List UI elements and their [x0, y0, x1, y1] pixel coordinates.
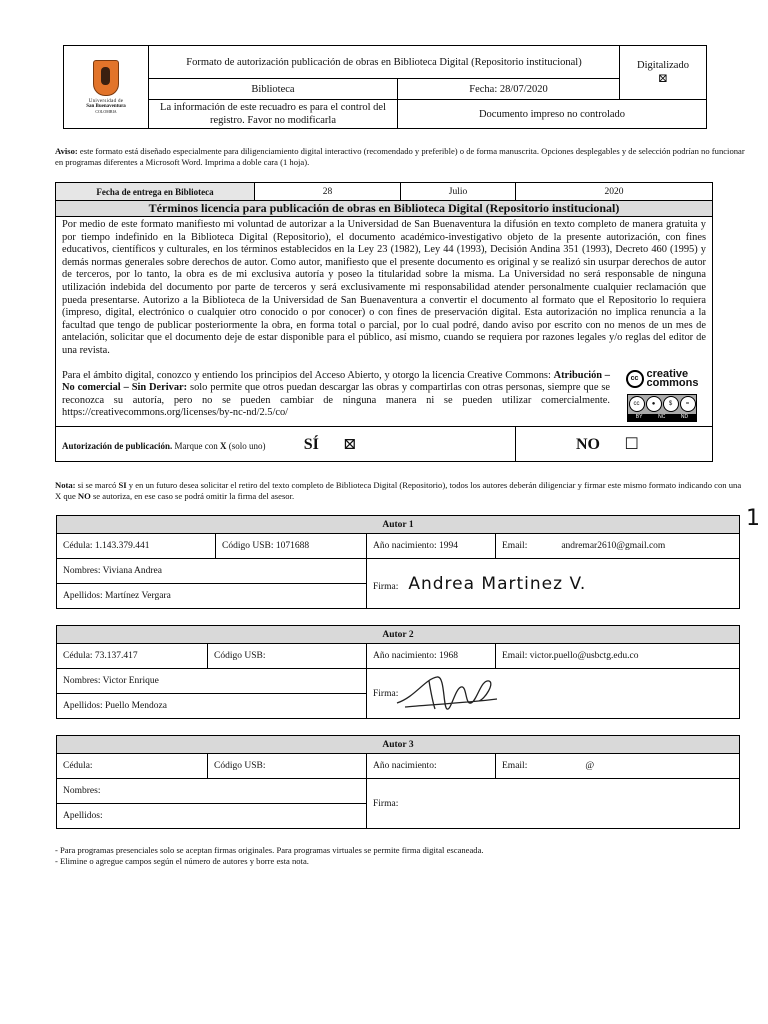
nota-si: SI: [118, 480, 127, 490]
autor-1-firma[interactable]: [367, 559, 740, 609]
fecha-label: Fecha: 28/07/2020: [398, 79, 620, 100]
digitalizado-cell: [620, 46, 707, 100]
autor-3-firma[interactable]: [367, 779, 740, 829]
nc-icon: $: [663, 396, 679, 412]
autor-2-email-label: Email:: [502, 651, 528, 661]
digitalizado-checkbox[interactable]: ⊠: [657, 70, 669, 85]
autor-2-table: [56, 625, 740, 719]
cc-word1: creative: [646, 367, 689, 380]
autor-2-codigo[interactable]: Código USB:: [208, 644, 367, 669]
fecha-entrega-month[interactable]: Julio: [401, 183, 516, 201]
autor-3-codigo[interactable]: Código USB:: [208, 754, 367, 779]
cc-logos: [618, 367, 706, 422]
logo-line3: COLOMBIA: [95, 109, 117, 114]
fecha-entrega-year[interactable]: 2020: [516, 183, 713, 201]
autor-2-apellidos[interactable]: Apellidos: Puello Mendoza: [57, 694, 367, 719]
autorizacion-x: X: [220, 440, 227, 451]
autor-2-firma-label: Firma:: [373, 688, 399, 699]
autor-2-email[interactable]: [496, 644, 740, 669]
aviso-text: este formato está diseñado especialmente para diligenciamiento digital interactivo (recomendado y preferible) o de forma manuscrita. Opciones desplegables y de selección podrían no funcionar en programas diferentes a Microsoft Word. Imprima a doble cara (1 hoja).: [55, 146, 745, 167]
by-label: BY: [635, 413, 643, 420]
autor-1-email[interactable]: [496, 534, 740, 559]
nota-label: Nota:: [55, 480, 76, 490]
autor-1-nombres[interactable]: Nombres: Viviana Andrea: [57, 559, 367, 584]
autorizacion-end: (solo uno): [226, 440, 266, 451]
aviso-note: [55, 146, 745, 168]
autor-2-firma[interactable]: [367, 669, 740, 719]
logo-line1: Universidad de: [88, 99, 124, 104]
autor-3-table: [56, 735, 740, 829]
autorizacion-label: Autorización de publicación.: [62, 440, 173, 451]
nota: [55, 480, 745, 502]
terminos-paragraph: Por medio de este formato manifiesto mi voluntad de autorizar a la Universidad de San Buenaventura la difusión en texto completo de manera gratuita y por tiempo indefinido en la Biblioteca Digital (Repositorio), el documento académico-investigativo objeto de la presente autorización, con fines educativos, científicos y culturales, en los términos establecidos en la Ley 23 (1982), Ley 44 (1993), Decisión Andina 351 (1993), Decreto 460 (1995) y demás normas generales sobre derechos de autor. Como autor, manifiesto que el presente documento es original y se realizó sin usurpar derechos de autor de terceros, por lo tanto, la obra es de mi exclusiva autoría y poseo la titularidad sobre la misma. La Universidad no será responsable de ninguna utilización indebida del documento por parte de terceros y será exclusivamente mi responsabilidad atender personalmente cualquier reclamación que pueda presentarse. Autorizo a la Biblioteca de la Universidad de San Buenaventura a convertir el documento al formato que el Repositorio lo requiera (impreso, digital, electrónico o cualquier otro conocido o por conocer) o con fines de preservación digital. Esta autorización no implica renuncia a la facultad que tengo de publicar posteriormente la obra, en forma total o parcial, por lo cual podré, dando aviso por escrito con no menos de un mes de antelación, solicitar que el documento deje de estar disponible para el público, así mismo, cuando se requiera por razones legales y/o reglas del editor de una revista.: [62, 219, 706, 356]
crest-icon: [93, 60, 119, 96]
fecha-entrega-day[interactable]: 28: [255, 183, 401, 201]
nc-label: NC: [658, 413, 666, 420]
nota-t3: se autoriza, en ese caso se podrá omitir la firma del asesor.: [90, 491, 295, 501]
no-checkbox[interactable]: ☐: [624, 435, 639, 453]
nota-t1: si se marcó: [75, 480, 119, 490]
autor-1-table: [56, 515, 740, 609]
footer-line2: - Elimine o agregue campos según el número de autores y borre esta nota.: [55, 856, 309, 866]
autor-1-email-label: Email:: [502, 541, 528, 551]
logo-cell: [64, 46, 149, 129]
autorizacion-mid: Marque con: [172, 440, 220, 451]
cc-license-name: Atribución – No comercial – Sin Derivar:: [62, 369, 610, 394]
autor-1-cedula[interactable]: Cédula: 1.143.379.441: [57, 534, 216, 559]
autor-2-email-value: victor.puello@usbctg.edu.co: [529, 651, 639, 661]
biblioteca-label: Biblioteca: [149, 79, 398, 100]
header-table: [63, 45, 707, 129]
cc-text: [62, 370, 610, 420]
si-checkbox[interactable]: ⊠: [343, 435, 357, 453]
autor-1-firma-label: Firma:: [373, 581, 399, 592]
by-icon: ●: [646, 396, 662, 412]
autor-2-nombres[interactable]: Nombres: Victor Enrique: [57, 669, 367, 694]
page-number: 1: [746, 506, 760, 531]
autor-3-firma-label: Firma:: [373, 798, 399, 809]
autor-1-codigo[interactable]: Código USB: 1071688: [216, 534, 367, 559]
terminos-body: [56, 217, 713, 427]
autor-3-apellidos[interactable]: Apellidos:: [57, 804, 367, 829]
autor-3-email-label: Email:: [502, 761, 528, 771]
info-note: La información de este recuadro es para el control del registro. Favor no modificarla: [149, 100, 398, 129]
autor-2-cedula[interactable]: Cédula: 73.137.417: [57, 644, 208, 669]
nd-icon: =: [680, 396, 696, 412]
autor-3-email-value: @: [585, 761, 595, 771]
university-logo: [64, 60, 148, 114]
cc-word2: commons: [646, 376, 699, 389]
autor-1-apellidos[interactable]: Apellidos: Martínez Vergara: [57, 584, 367, 609]
cc-description: solo permite que otros puedan descargar las obras y compartirlas con otras personas, siempre que se reconozca su autoría, pero no se pueden cambiar de ninguna manera ni se pueden utilizar comercialmente. https://creativecommons.org/licenses/by-nc-nd/2.5/co/: [62, 382, 611, 419]
cc-icon: cc: [629, 396, 645, 412]
form-title: Formato de autorización publicación de obras en Biblioteca Digital (Repositorio institucional): [149, 46, 620, 79]
footer-notes: [55, 845, 484, 867]
si-label: SÍ: [303, 435, 319, 453]
document-status: Documento impreso no controlado: [398, 100, 707, 129]
autor-3-email[interactable]: [496, 754, 740, 779]
cc-by-nc-nd-badge: [627, 394, 697, 422]
cc-circle-icon: cc: [626, 370, 644, 388]
autor-1-signature: Andrea Martinez V.: [408, 573, 587, 594]
logo-line2: San Buenaventura: [86, 104, 126, 109]
license-table: [55, 182, 713, 462]
autor-2-signature-icon: [385, 669, 505, 715]
autor-3-nacimiento[interactable]: Año nacimiento:: [367, 754, 496, 779]
aviso-label: Aviso:: [55, 146, 78, 156]
footer-line1: - Para programas presenciales solo se aceptan firmas originales. Para programas virtuales se permite firma digital escaneada.: [55, 845, 484, 855]
no-cell: [516, 426, 713, 461]
autor-2-nacimiento[interactable]: Año nacimiento: 1968: [367, 644, 496, 669]
autor-3-title: Autor 3: [57, 736, 740, 754]
cc-section: [62, 367, 706, 422]
creative-commons-logo: [626, 367, 699, 389]
autor-1-nacimiento[interactable]: Año nacimiento: 1994: [367, 534, 496, 559]
autor-1-title: Autor 1: [57, 516, 740, 534]
autor-1-email-value: andremar2610@gmail.com: [561, 541, 666, 551]
no-label: NO: [576, 435, 600, 453]
nota-no: NO: [77, 491, 91, 501]
cc-intro: Para el ámbito digital, conozco y entiendo los principios del Acceso Abierto, y otorgo la licencia Creative Commons:: [62, 369, 554, 381]
digitalizado-label: Digitalizado: [637, 59, 689, 71]
nota-t2: y en un futuro desea solicitar el retiro del texto completo de Biblioteca Digital (Repositorio), todos los autores deberán diligenciar y firmar este mismo formato indicando con una X que: [55, 480, 742, 501]
autor-3-cedula[interactable]: Cédula:: [57, 754, 208, 779]
autor-3-nombres[interactable]: Nombres:: [57, 779, 367, 804]
autor-2-title: Autor 2: [57, 626, 740, 644]
autorizacion-cell: [56, 426, 516, 461]
fecha-entrega-label: Fecha de entrega en Biblioteca: [56, 183, 255, 201]
nd-label: ND: [680, 413, 689, 420]
terminos-title: Términos licencia para publicación de obras en Biblioteca Digital (Repositorio institucional): [56, 201, 713, 217]
